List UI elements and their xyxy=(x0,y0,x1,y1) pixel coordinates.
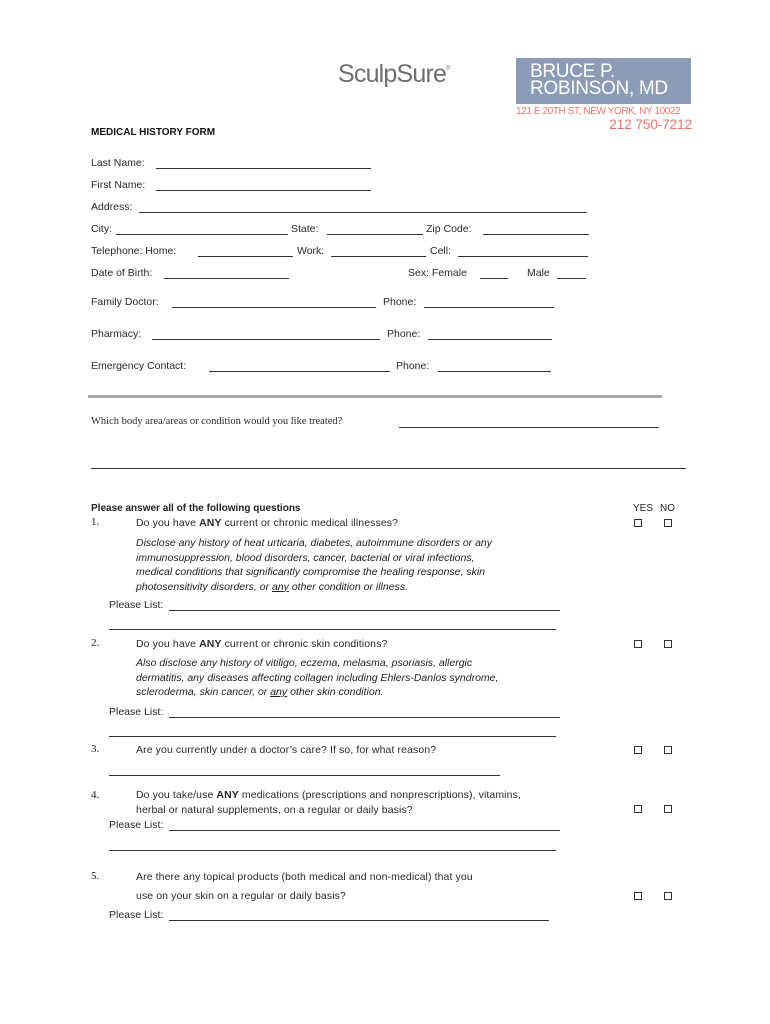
doctor-address: 121 E 20TH ST, NEW YORK, NY 10022 xyxy=(516,106,681,117)
question-1-desc-line: Disclose any history of heat urticaria, diabetes, autoimmune disorders or any xyxy=(136,537,493,549)
question-4-list-field[interactable] xyxy=(169,830,560,831)
question-5-text-line2: use on your skin on a regular or daily basis? xyxy=(136,890,346,902)
male-label: Male xyxy=(527,267,550,279)
question-3-yes-checkbox[interactable] xyxy=(634,746,642,754)
cell-phone-field[interactable] xyxy=(458,256,588,257)
question-4-text xyxy=(136,789,521,801)
question-5-list-field[interactable] xyxy=(169,920,549,921)
question-1-yes-checkbox[interactable] xyxy=(634,519,642,527)
question-5-no-checkbox[interactable] xyxy=(664,892,672,900)
question-1-text xyxy=(136,517,398,529)
question-5-please-list-label: Please List: xyxy=(109,909,164,921)
city-field[interactable] xyxy=(116,234,288,235)
emergency-contact-label: Emergency Contact: xyxy=(91,360,187,372)
work-label: Work: xyxy=(297,245,325,257)
question-4-emphasis: ANY xyxy=(216,789,239,801)
question-1-list-field-line2[interactable] xyxy=(109,629,556,630)
question-3-number: 3. xyxy=(91,743,100,755)
pharmacy-phone-label: Phone: xyxy=(387,328,421,340)
question-2-text xyxy=(136,638,387,650)
body-area-field[interactable] xyxy=(399,427,659,428)
question-4-please-list-label: Please List: xyxy=(109,819,164,831)
question-2-desc-line: Also disclose any history of vitiligo, eczema, melasma, psoriasis, allergic xyxy=(136,657,473,669)
body-area-field-line2[interactable] xyxy=(91,468,686,469)
work-phone-field[interactable] xyxy=(331,256,426,257)
logo-text: SculpSure xyxy=(338,60,447,88)
family-doctor-phone-field[interactable] xyxy=(424,307,554,308)
question-4-text-line2: herbal or natural supplements, on a regular or daily basis? xyxy=(136,804,413,816)
question-5-number: 5. xyxy=(91,870,100,882)
question-4-list-field-line2[interactable] xyxy=(109,850,556,851)
question-2-text-pre: Do you have xyxy=(136,638,200,650)
question-1-desc-last-post: other condition or illness. xyxy=(288,580,408,593)
question-4-text-pre: Do you take/use xyxy=(136,789,217,801)
emergency-contact-field[interactable] xyxy=(209,371,390,372)
question-4-number: 4. xyxy=(91,789,100,801)
form-title: MEDICAL HISTORY FORM xyxy=(91,127,216,138)
city-label: City: xyxy=(91,223,112,235)
no-column-label: NO xyxy=(660,503,675,514)
question-2-text-post: current or chronic skin conditions? xyxy=(221,638,388,650)
male-field[interactable] xyxy=(557,278,586,279)
question-2-no-checkbox[interactable] xyxy=(664,640,672,648)
female-field[interactable] xyxy=(480,278,508,279)
dob-label: Date of Birth: xyxy=(91,267,153,279)
doctor-name-line1: BRUCE P. xyxy=(530,61,615,82)
doctor-name-box xyxy=(516,58,691,104)
pharmacy-label: Pharmacy: xyxy=(91,328,142,340)
question-4-yes-checkbox[interactable] xyxy=(634,805,642,813)
pharmacy-phone-field[interactable] xyxy=(428,339,552,340)
telephone-home-label: Telephone: Home: xyxy=(91,245,177,257)
family-doctor-field[interactable] xyxy=(172,307,376,308)
question-3-no-checkbox[interactable] xyxy=(664,746,672,754)
question-2-desc-last-pre: scleroderma, skin cancer, or xyxy=(136,686,271,698)
family-doctor-label: Family Doctor: xyxy=(91,296,159,308)
question-1-list-field[interactable] xyxy=(169,610,560,611)
family-doctor-phone-label: Phone: xyxy=(383,296,417,308)
question-3-text: Are you currently under a doctor’s care? If so, for what reason? xyxy=(136,744,437,756)
home-phone-field[interactable] xyxy=(198,256,293,257)
question-1-desc-line xyxy=(136,580,492,595)
first-name-label: First Name: xyxy=(91,179,146,191)
zip-field[interactable] xyxy=(483,234,589,235)
question-4-no-checkbox[interactable] xyxy=(664,805,672,813)
question-1-please-list-label: Please List: xyxy=(109,599,164,611)
yes-column-label: YES xyxy=(633,503,654,514)
sex-female-label: Sex: Female xyxy=(408,267,467,279)
question-2-desc-line xyxy=(136,685,498,700)
emergency-phone-field[interactable] xyxy=(438,371,551,372)
doctor-phone: 212 750-7212 xyxy=(609,116,692,132)
question-1-text-post: current or chronic medical illnesses? xyxy=(221,517,399,529)
question-2-desc-line: dermatitis, any diseases affecting collagen including Ehlers-Danlos syndrome, xyxy=(136,671,499,684)
question-1-desc-line: medical conditions that significantly compromise the healing response, skin xyxy=(136,566,486,578)
state-label: State: xyxy=(291,223,319,235)
address-label: Address: xyxy=(91,201,133,213)
question-2-yes-checkbox[interactable] xyxy=(634,640,642,648)
question-5-yes-checkbox[interactable] xyxy=(634,892,642,900)
pharmacy-field[interactable] xyxy=(152,339,380,340)
question-1-number: 1. xyxy=(91,516,100,528)
state-field[interactable] xyxy=(327,234,423,235)
zip-label: Zip Code: xyxy=(426,223,472,235)
questions-heading: Please answer all of the following questions xyxy=(91,503,301,514)
registered-mark: ® xyxy=(446,66,451,72)
question-1-emphasis: ANY xyxy=(199,517,222,529)
first-name-field[interactable] xyxy=(156,190,371,191)
dob-field[interactable] xyxy=(164,278,289,279)
question-1-description xyxy=(136,536,492,594)
last-name-field[interactable] xyxy=(156,168,371,169)
question-3-answer-field[interactable] xyxy=(109,775,500,776)
address-field[interactable] xyxy=(139,212,587,213)
question-2-list-field-line2[interactable] xyxy=(109,736,556,737)
question-1-desc-line: immunosuppression, blood disorders, cancer, bacterial or viral infections, xyxy=(136,551,475,564)
doctor-name-line2: ROBINSON, MD xyxy=(530,78,668,99)
question-1-desc-underlined: any xyxy=(271,580,289,593)
cell-label: Cell: xyxy=(430,245,452,257)
question-1-text-pre: Do you have xyxy=(136,517,200,529)
question-2-desc-last-post: other skin condition. xyxy=(287,686,384,698)
question-5-text: Are there any topical products (both medical and non-medical) that you xyxy=(136,871,473,883)
emergency-phone-label: Phone: xyxy=(396,360,430,372)
question-2-list-field[interactable] xyxy=(169,717,560,718)
section-divider xyxy=(88,395,662,398)
question-2-desc-underlined: any xyxy=(270,686,288,698)
question-1-no-checkbox[interactable] xyxy=(664,519,672,527)
body-area-question: Which body area/areas or condition would you like treated? xyxy=(91,416,343,427)
question-2-please-list-label: Please List: xyxy=(109,706,164,718)
question-4-text-post: medications (prescriptions and nonprescriptions), vitamins, xyxy=(238,789,521,801)
question-2-emphasis: ANY xyxy=(199,638,222,650)
question-1-desc-last-pre: photosensitivity disorders, or xyxy=(136,580,272,593)
question-2-description xyxy=(136,656,498,700)
last-name-label: Last Name: xyxy=(91,157,145,169)
question-2-number: 2. xyxy=(91,637,100,649)
sculpsure-logo xyxy=(338,60,451,89)
